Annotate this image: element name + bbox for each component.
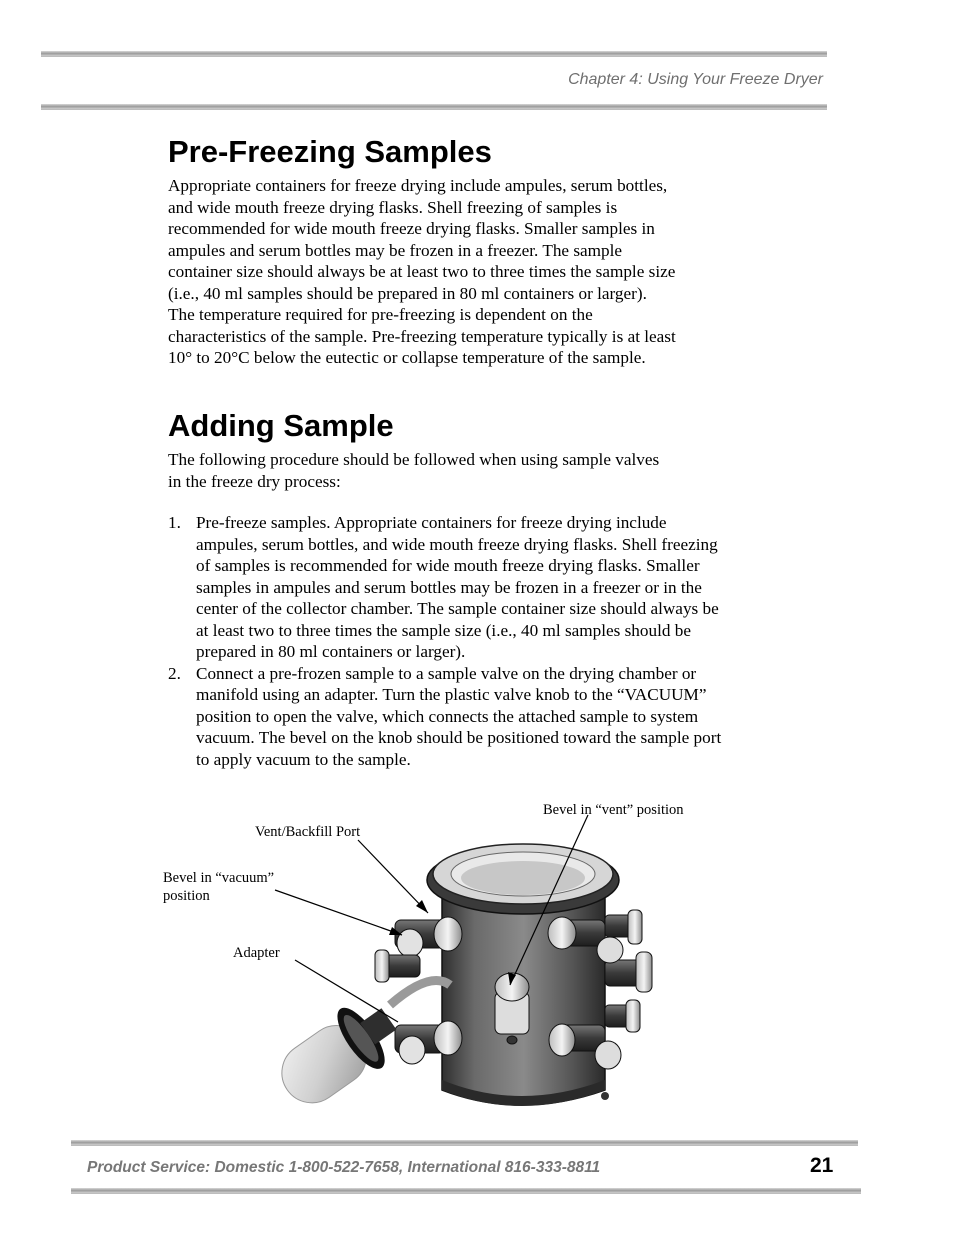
section-title-prefreezing: Pre-Freezing Samples bbox=[168, 134, 492, 169]
section-title-adding-sample: Adding Sample bbox=[168, 408, 394, 443]
callout-bevel-vacuum-line2: position bbox=[163, 888, 210, 904]
footer-product-service: Product Service: Domestic 1-800-522-7658, International 816-333-8811 bbox=[87, 1159, 601, 1176]
header-rule-bottom bbox=[41, 104, 827, 110]
footer-rule-bottom bbox=[71, 1188, 861, 1194]
procedure-steps bbox=[168, 512, 728, 770]
callout-bevel-vent: Bevel in “vent” position bbox=[543, 802, 684, 818]
step-number: 1. bbox=[168, 513, 181, 532]
step-number: 2. bbox=[168, 663, 181, 683]
callout-vent-backfill-port: Vent/Backfill Port bbox=[255, 824, 361, 840]
adding-sample-intro: The following procedure should be followed when using sample valves in the freeze dry process: bbox=[168, 450, 660, 491]
callout-bevel-vacuum-line1: Bevel in “vacuum” bbox=[163, 870, 275, 886]
callout-bevel-vacuum bbox=[163, 869, 274, 905]
procedure-step bbox=[168, 512, 728, 663]
header-rule-top bbox=[41, 51, 827, 57]
callout-adapter: Adapter bbox=[233, 945, 280, 961]
step-text: Pre-freeze samples. Appropriate containers for freeze drying include ampules, serum bottles, and wide mouth freeze drying flasks. Shell freezing of samples is recommended for wide mouth freeze drying flasks. Smaller samples in ampules and serum bottles may be frozen in a freezer or in the center of the collector chamber. The sample container size should always be at least two to three times the sample size (i.e., 40 ml samples should be prepared in 80 ml containers or larger). bbox=[196, 513, 719, 661]
procedure-step bbox=[168, 663, 728, 771]
prefreezing-body: Appropriate containers for freeze drying include ampules, serum bottles, and wide mouth freeze drying flasks. Shell freezing of samples is recommended for wide mouth freeze drying flasks. Smaller samples in ampules and serum bottles may be frozen in a freezer. The sample container size should always be at least two to three times the sample size (i.e., 40 ml samples should be prepared in 80 ml containers or larger). The temperature required for pre-freezing is dependent on the characteristics of the sample. Pre-freezing temperature typically is at least 10° to 20°C below the eutectic or collapse temperature of the sample. bbox=[168, 176, 676, 367]
footer-rule-top bbox=[71, 1140, 858, 1146]
chapter-header: Chapter 4: Using Your Freeze Dryer bbox=[568, 71, 823, 88]
page-number: 21 bbox=[810, 1154, 834, 1177]
step-text: Connect a pre-frozen sample to a sample valve on the drying chamber or manifold using an adapter. Turn the plastic valve knob to the “VACUUM” position to open the valve, which connects the attached sample to system vacuum. The bevel on the knob should be positioned toward the sample port to apply vacuum to the sample. bbox=[196, 663, 722, 769]
